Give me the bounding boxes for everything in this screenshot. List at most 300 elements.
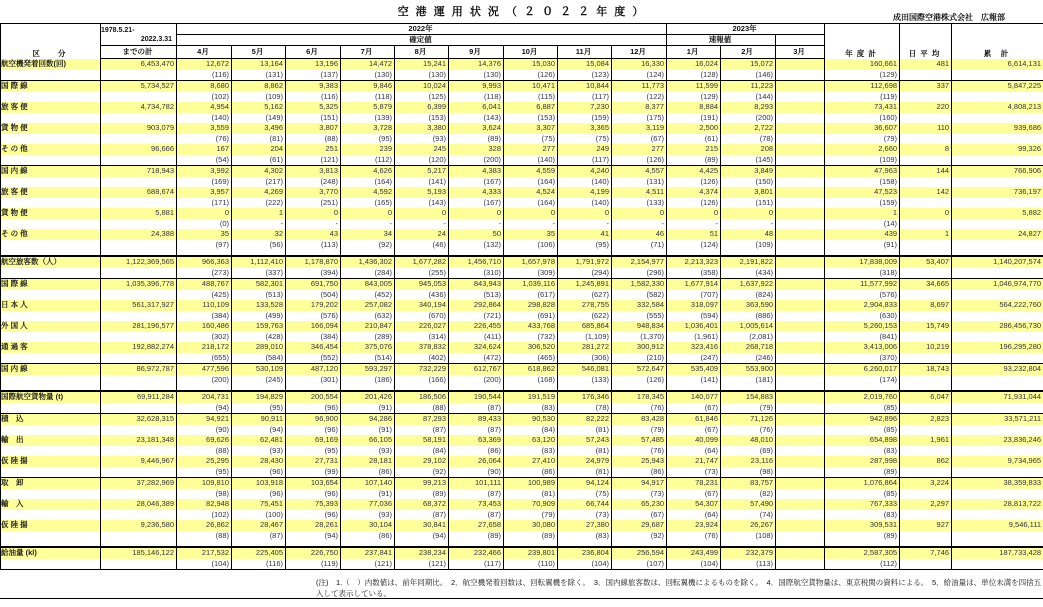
- cell-month-5-value: 29,102: [395, 456, 449, 467]
- cell-month-12-pct: [776, 198, 825, 209]
- cell-fy-pct: (109): [825, 155, 900, 166]
- cell-month-6-pct: (89): [449, 531, 504, 542]
- cell-month-3-pct: (88): [286, 134, 341, 145]
- cell-month-6-value: 843,943: [449, 279, 504, 290]
- cell-fy-pct: (576): [825, 290, 900, 301]
- cell-month-3-pct: (137): [286, 70, 341, 81]
- cell-daily-avg: 10,219: [900, 342, 952, 353]
- cell-month-10-value: 0: [667, 208, 721, 219]
- table-row: [1, 478, 1043, 489]
- cell-month-4-pct: (514): [341, 353, 395, 364]
- cell-daily-avg: 7,746: [900, 547, 952, 559]
- cell-month-8-value: 249: [558, 144, 612, 155]
- cell-month-12-pct: [776, 92, 825, 103]
- cell-month-9-pct: (86): [612, 467, 667, 478]
- cell-daily-blank: [900, 559, 952, 570]
- cell-month-2-value: 28,467: [232, 520, 286, 531]
- cell-month-8-value: 24,979: [558, 456, 612, 467]
- table-row: [1, 547, 1043, 559]
- cell-month-4-value: 4,626: [341, 166, 395, 177]
- header-month-7: 10月: [504, 46, 558, 59]
- cell-cum-blank: [952, 290, 1043, 301]
- cell-month-9-pct: (67): [612, 134, 667, 145]
- cell-month-5-value: 58,191: [395, 435, 449, 446]
- cell-month-9-pct: (92): [612, 531, 667, 542]
- cell-month-9-value: 8,377: [612, 102, 667, 113]
- cell-month-12-value: [776, 300, 825, 311]
- table-row-pct: [1, 446, 1043, 457]
- cell-month-12-pct: [776, 219, 825, 230]
- cell-month-9-pct: (79): [612, 425, 667, 436]
- cell-month-9-pct: (67): [612, 510, 667, 521]
- table-row-pct: [1, 134, 1043, 145]
- cell-month-5-value: 238,234: [395, 547, 449, 559]
- cell-total-before-2022: 4,734,782: [101, 102, 177, 113]
- cell-month-4-pct: (139): [341, 113, 395, 124]
- header-fy-total: 年 度 計: [825, 24, 900, 59]
- cell-month-2-pct: (149): [232, 113, 286, 124]
- cell-month-6-value: 232,466: [449, 547, 504, 559]
- cell-total-pct-blank: [101, 375, 177, 386]
- cell-month-10-value: 8,884: [667, 102, 721, 113]
- cell-fy-total: 11,577,992: [825, 279, 900, 290]
- cell-daily-blank: [900, 113, 952, 124]
- cell-total-pct-blank: [101, 240, 177, 251]
- cell-month-3-value: 487,120: [286, 364, 341, 375]
- cell-month-5-value: 6,399: [395, 102, 449, 113]
- cell-month-10-value: 51: [667, 229, 721, 240]
- row-label: 積 込: [1, 414, 101, 425]
- cell-month-10-value: 78,231: [667, 478, 721, 489]
- row-label: 貨 物 便: [1, 123, 101, 134]
- cell-month-8-value: 685,864: [558, 321, 612, 332]
- cell-total-pct-blank: [101, 290, 177, 301]
- cell-month-8-pct: (78): [558, 403, 612, 414]
- cell-month-6-value: 101,111: [449, 478, 504, 489]
- cell-month-12-value: [776, 144, 825, 155]
- cell-month-10-value: 2,213,323: [667, 256, 721, 268]
- cell-cum-blank: [952, 332, 1043, 343]
- cell-month-3-value: 3,770: [286, 187, 341, 198]
- cell-total-pct-blank: [101, 134, 177, 145]
- cell-month-4-value: 94,286: [341, 414, 395, 425]
- cell-month-1-pct: (200): [177, 375, 232, 386]
- cell-month-3-pct: (96): [286, 425, 341, 436]
- cell-fy-pct: (89): [825, 531, 900, 542]
- cell-total-before-2022: 5,881: [101, 208, 177, 219]
- cell-month-12-value: [776, 59, 825, 70]
- cell-month-6-pct: (90): [449, 467, 504, 478]
- row-label-blank: [1, 467, 101, 478]
- cell-month-2-pct: (93): [232, 446, 286, 457]
- cell-month-8-pct: (104): [558, 559, 612, 570]
- cell-month-1-pct: (76): [177, 134, 232, 145]
- cell-daily-blank: [900, 531, 952, 542]
- cell-month-6-pct: (310): [449, 268, 504, 279]
- cell-fy-total: 942,896: [825, 414, 900, 425]
- cell-month-4-value: 77,036: [341, 499, 395, 510]
- cell-month-2-value: 204: [232, 144, 286, 155]
- cell-month-12-value: [776, 208, 825, 219]
- cell-fy-total: 309,531: [825, 520, 900, 531]
- cell-cumulative: 24,827: [952, 229, 1043, 240]
- cell-month-6-value: 3,624: [449, 123, 504, 134]
- cell-month-10-pct: (73): [667, 467, 721, 478]
- row-label: 給油量 (kl): [1, 547, 101, 559]
- cell-month-6-pct: (132): [449, 240, 504, 251]
- table-row: [1, 166, 1043, 177]
- cell-month-11-value: 57,490: [721, 499, 776, 510]
- cell-month-5-value: 245: [395, 144, 449, 155]
- cell-month-3-value: 103,654: [286, 478, 341, 489]
- cell-month-10-pct: (126): [667, 198, 721, 209]
- cell-month-3-pct: (251): [286, 198, 341, 209]
- cell-month-4-pct: (289): [341, 332, 395, 343]
- cell-month-9-value: 57,485: [612, 435, 667, 446]
- cell-month-1-pct: (90): [177, 425, 232, 436]
- cell-month-7-value: 10,471: [504, 81, 558, 92]
- cell-month-11-value: 553,900: [721, 364, 776, 375]
- cell-month-2-value: 289,010: [232, 342, 286, 353]
- cell-total-pct-blank: [101, 403, 177, 414]
- cell-month-11-value: 2,191,822: [721, 256, 776, 268]
- cell-month-6-pct: (87): [449, 489, 504, 500]
- cell-daily-avg: 0: [900, 208, 952, 219]
- cell-month-1-value: 25,295: [177, 456, 232, 467]
- cell-month-1-value: 3,559: [177, 123, 232, 134]
- table-row-pct: [1, 92, 1043, 103]
- cell-month-5-pct: (87): [395, 510, 449, 521]
- cell-month-8-value: 176,346: [558, 391, 612, 403]
- cell-fy-total: 47,523: [825, 187, 900, 198]
- cell-month-12-pct: [776, 332, 825, 343]
- cell-month-10-value: 318,097: [667, 300, 721, 311]
- cell-month-2-pct: (131): [232, 70, 286, 81]
- cell-month-10-value: 2,500: [667, 123, 721, 134]
- cell-daily-avg: 34,665: [900, 279, 952, 290]
- cell-month-2-value: 32: [232, 229, 286, 240]
- row-label-blank: [1, 92, 101, 103]
- table-row-pct: [1, 311, 1043, 322]
- cell-month-12-pct: [776, 268, 825, 279]
- page-title: 空 港 運 用 状 況 （ ２ ０ ２ ２ 年 度 ）: [397, 6, 646, 18]
- cell-month-5-pct: (153): [395, 113, 449, 124]
- cell-month-3-value: 69,169: [286, 435, 341, 446]
- cell-month-2-pct: (499): [232, 311, 286, 322]
- cell-cumulative: 4,808,213: [952, 102, 1043, 113]
- cell-month-1-value: 69,626: [177, 435, 232, 446]
- cell-month-7-value: 191,519: [504, 391, 558, 403]
- header-month-2: 5月: [232, 46, 286, 59]
- cell-total-before-2022: 561,317,927: [101, 300, 177, 311]
- cell-month-10-value: 140,077: [667, 391, 721, 403]
- cell-cum-blank: [952, 311, 1043, 322]
- row-label: 仮 陸 揚: [1, 456, 101, 467]
- header-month-4: 7月: [341, 46, 395, 59]
- cell-month-11-pct: (108): [721, 531, 776, 542]
- table-row-pct: [1, 177, 1043, 188]
- cell-month-3-pct: (113): [286, 240, 341, 251]
- cell-month-4-pct: (632): [341, 311, 395, 322]
- cell-month-10-pct: (358): [667, 268, 721, 279]
- cell-month-3-value: 346,454: [286, 342, 341, 353]
- cell-month-1-pct: (94): [177, 403, 232, 414]
- cell-daily-blank: [900, 290, 952, 301]
- cell-month-5-value: 99,213: [395, 478, 449, 489]
- cell-month-8-pct: (75): [558, 134, 612, 145]
- cell-fy-pct: (174): [825, 375, 900, 386]
- cell-month-3-pct: (116): [286, 92, 341, 103]
- cell-fy-total: 112,698: [825, 81, 900, 92]
- cell-month-5-value: 732,229: [395, 364, 449, 375]
- row-label-blank: [1, 113, 101, 124]
- cell-month-8-pct: (159): [558, 113, 612, 124]
- cell-month-12-pct: [776, 403, 825, 414]
- cell-month-2-pct: (217): [232, 177, 286, 188]
- cell-month-11-value: 83,757: [721, 478, 776, 489]
- cell-month-5-pct: (130): [395, 70, 449, 81]
- header-month-10: 1月: [667, 46, 721, 59]
- cell-month-9-pct: (131): [612, 177, 667, 188]
- table-row: [1, 456, 1043, 467]
- cell-month-5-value: 5,193: [395, 187, 449, 198]
- cell-month-3-pct: -: [286, 219, 341, 230]
- cell-cumulative: 187,733,428: [952, 547, 1043, 559]
- cell-month-2-value: 103,918: [232, 478, 286, 489]
- cell-month-8-value: 1,791,972: [558, 256, 612, 268]
- cell-total-before-2022: 96,666: [101, 144, 177, 155]
- cell-month-4-pct: (118): [341, 92, 395, 103]
- cell-month-4-value: 1,436,302: [341, 256, 395, 268]
- cell-month-6-value: 6,041: [449, 102, 504, 113]
- cell-month-10-value: 21,747: [667, 456, 721, 467]
- cell-month-5-value: 340,194: [395, 300, 449, 311]
- cell-month-4-value: 239: [341, 144, 395, 155]
- cell-cumulative: 5,882: [952, 208, 1043, 219]
- cell-month-8-pct: (1,109): [558, 332, 612, 343]
- cell-total-pct-blank: [101, 177, 177, 188]
- cell-total-pct-blank: [101, 219, 177, 230]
- cell-month-2-value: 4,269: [232, 187, 286, 198]
- cell-month-5-pct: (402): [395, 353, 449, 364]
- cell-fy-total: 160,661: [825, 59, 900, 70]
- cell-month-5-value: 15,241: [395, 59, 449, 70]
- cell-total-before-2022: 903,079: [101, 123, 177, 134]
- cell-month-7-value: 298,828: [504, 300, 558, 311]
- row-label-blank: [1, 177, 101, 188]
- cell-month-10-value: 535,409: [667, 364, 721, 375]
- cell-daily-blank: [900, 177, 952, 188]
- cell-daily-avg: 18,743: [900, 364, 952, 375]
- cell-month-3-pct: (94): [286, 531, 341, 542]
- cell-month-6-pct: (87): [449, 510, 504, 521]
- cell-month-4-value: 34: [341, 229, 395, 240]
- cell-month-9-value: 300,912: [612, 342, 667, 353]
- cell-month-8-pct: (73): [558, 510, 612, 521]
- cell-month-8-value: 281,272: [558, 342, 612, 353]
- cell-month-4-value: 3,728: [341, 123, 395, 134]
- table-row-pct: [1, 489, 1043, 500]
- cell-month-4-value: 593,297: [341, 364, 395, 375]
- cell-daily-blank: [900, 155, 952, 166]
- cell-month-8-value: 546,081: [558, 364, 612, 375]
- cell-month-12-value: [776, 391, 825, 403]
- cell-month-12-pct: [776, 240, 825, 251]
- cell-month-1-value: 204,731: [177, 391, 232, 403]
- cell-month-2-value: 133,528: [232, 300, 286, 311]
- table-row-pct: [1, 113, 1043, 124]
- cell-month-9-value: 3,119: [612, 123, 667, 134]
- cell-month-4-value: 0: [341, 208, 395, 219]
- cell-month-1-pct: (0): [177, 219, 232, 230]
- cell-month-11-value: 208: [721, 144, 776, 155]
- cell-cumulative: 564,222,760: [952, 300, 1043, 311]
- cell-month-6-pct: (130): [449, 70, 504, 81]
- cell-month-1-value: 160,486: [177, 321, 232, 332]
- cell-month-3-pct: (301): [286, 375, 341, 386]
- table-row-pct: [1, 332, 1043, 343]
- table-row-pct: [1, 403, 1043, 414]
- cell-month-3-pct: (119): [286, 559, 341, 570]
- cell-month-11-value: 154,883: [721, 391, 776, 403]
- cell-cumulative: 286,456,730: [952, 321, 1043, 332]
- table-row: [1, 144, 1043, 155]
- cell-month-10-pct: (191): [667, 113, 721, 124]
- cell-total-before-2022: 1,035,396,778: [101, 279, 177, 290]
- cell-month-9-value: 948,834: [612, 321, 667, 332]
- cell-fy-pct: (85): [825, 425, 900, 436]
- cell-month-6-value: 89,433: [449, 414, 504, 425]
- cell-fy-pct: (14): [825, 219, 900, 230]
- cell-total-before-2022: 688,674: [101, 187, 177, 198]
- cell-daily-blank: [900, 268, 952, 279]
- cell-month-3-pct: (576): [286, 311, 341, 322]
- cell-month-1-pct: (116): [177, 70, 232, 81]
- cell-month-5-pct: (94): [395, 531, 449, 542]
- cell-total-before-2022: 23,181,348: [101, 435, 177, 446]
- cell-month-4-pct: (91): [341, 403, 395, 414]
- cell-month-5-value: 24: [395, 229, 449, 240]
- cell-month-10-pct: (61): [667, 134, 721, 145]
- cell-month-10-pct: (76): [667, 531, 721, 542]
- cell-month-11-value: 48,010: [721, 435, 776, 446]
- cell-month-9-pct: (133): [612, 198, 667, 209]
- cell-cumulative: 9,734,965: [952, 456, 1043, 467]
- cell-month-12-pct: [776, 290, 825, 301]
- cell-month-9-value: 94,917: [612, 478, 667, 489]
- cell-month-2-pct: (87): [232, 531, 286, 542]
- cell-month-6-value: 9,993: [449, 81, 504, 92]
- cell-month-4-value: 107,140: [341, 478, 395, 489]
- row-label-blank: [1, 403, 101, 414]
- cell-month-7-pct: (140): [504, 155, 558, 166]
- cell-month-11-pct: (181): [721, 375, 776, 386]
- cell-month-1-value: 35: [177, 229, 232, 240]
- cell-cumulative: 38,359,833: [952, 478, 1043, 489]
- cell-cumulative: 1,046,974,770: [952, 279, 1043, 290]
- cell-daily-avg: 2,297: [900, 499, 952, 510]
- header-daily-avg: 日 平 均: [900, 24, 952, 59]
- row-label-blank: [1, 198, 101, 209]
- cell-month-2-pct: (81): [232, 134, 286, 145]
- cell-month-5-pct: (143): [395, 198, 449, 209]
- cell-month-7-pct: (110): [504, 559, 558, 570]
- cell-daily-avg: 8: [900, 144, 952, 155]
- cell-month-2-value: 75,451: [232, 499, 286, 510]
- cell-month-9-pct: (76): [612, 403, 667, 414]
- cell-month-6-pct: (86): [449, 446, 504, 457]
- cell-month-8-pct: (123): [558, 70, 612, 81]
- cell-month-1-value: 109,810: [177, 478, 232, 489]
- cell-total-before-2022: 28,046,389: [101, 499, 177, 510]
- footnote: (注) 1.（ ）内数値は、前年同期比。 2．航空機発着回数は、回転翼機を除く。 3．国内線旅客数は、回転翼機によるものを除く。 4．国際航空貨物量は、東京税関の資料による。 5．給油量は、単位未満を四捨五入して表示している。: [316, 578, 1042, 598]
- cell-month-4-pct: (164): [341, 177, 395, 188]
- cell-month-3-value: 200,554: [286, 391, 341, 403]
- cell-fy-total: 36,607: [825, 123, 900, 134]
- cell-month-1-value: 0: [177, 208, 232, 219]
- cell-total-pct-blank: [101, 559, 177, 570]
- cell-month-10-value: 61,846: [667, 414, 721, 425]
- cell-month-8-value: 1,245,891: [558, 279, 612, 290]
- cell-month-7-pct: (84): [504, 425, 558, 436]
- cell-daily-blank: [900, 375, 952, 386]
- cell-month-6-pct: (200): [449, 375, 504, 386]
- cell-total-pct-blank: [101, 510, 177, 521]
- cell-month-10-pct: (67): [667, 403, 721, 414]
- cell-month-8-pct: (627): [558, 290, 612, 301]
- row-label-blank: [1, 70, 101, 81]
- table-row: [1, 391, 1043, 403]
- cell-month-4-pct: (93): [341, 510, 395, 521]
- cell-month-10-value: 243,499: [667, 547, 721, 559]
- cell-month-7-value: 63,120: [504, 435, 558, 446]
- cell-month-8-pct: (140): [558, 198, 612, 209]
- cell-month-10-pct: (707): [667, 290, 721, 301]
- header-period-line1: 1978.5.21-: [101, 26, 135, 34]
- table-row: [1, 435, 1043, 446]
- cell-month-3-value: 179,202: [286, 300, 341, 311]
- cell-month-11-pct: (76): [721, 425, 776, 436]
- cell-total-pct-blank: [101, 70, 177, 81]
- cell-fy-pct: (91): [825, 240, 900, 251]
- cell-month-4-value: 201,426: [341, 391, 395, 403]
- row-label-blank: [1, 240, 101, 251]
- cell-month-4-value: 5,879: [341, 102, 395, 113]
- cell-month-4-pct: (86): [341, 531, 395, 542]
- cell-cum-blank: [952, 134, 1043, 145]
- cell-month-3-pct: (394): [286, 268, 341, 279]
- cell-daily-blank: [900, 489, 952, 500]
- cell-daily-avg: 481: [900, 59, 952, 70]
- cell-month-9-value: 11,773: [612, 81, 667, 92]
- table-row-pct: [1, 219, 1043, 230]
- cell-month-5-pct: (121): [395, 559, 449, 570]
- cell-month-3-pct: (96): [286, 403, 341, 414]
- airport-stats-table: [0, 23, 1043, 570]
- row-label-blank: [1, 510, 101, 521]
- cell-month-3-pct: (384): [286, 332, 341, 343]
- header-month-1: 4月: [177, 46, 232, 59]
- cell-month-8-value: 10,844: [558, 81, 612, 92]
- cell-month-12-pct: [776, 311, 825, 322]
- cell-month-1-value: 4,954: [177, 102, 232, 113]
- cell-month-7-pct: (309): [504, 268, 558, 279]
- cell-month-11-value: 11,223: [721, 81, 776, 92]
- cell-month-9-pct: (124): [612, 70, 667, 81]
- row-label: 外 国 人: [1, 321, 101, 332]
- cell-month-5-value: 0: [395, 208, 449, 219]
- cell-month-7-value: 90,530: [504, 414, 558, 425]
